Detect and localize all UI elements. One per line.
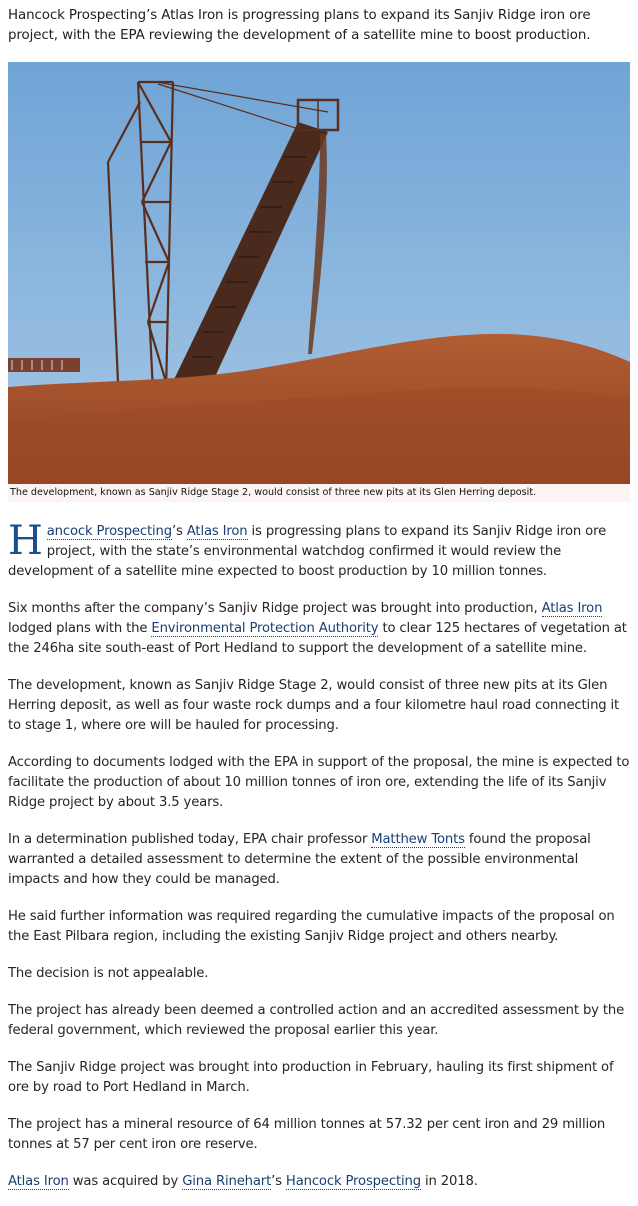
image-caption: The development, known as Sanjiv Ridge Stage 2, would consist of three new pits at its Glen Herring deposit. [8,484,630,502]
link-environmental-protection-authority[interactable]: Environmental Protection Authority [151,621,379,636]
paragraph-text: was acquired by [68,1174,183,1189]
article-body [8,518,630,1192]
article-standfirst: Hancock Prospecting’s Atlas Iron is progressing plans to expand its Sanjiv Ridge iron ore project, with the EPA reviewing the development of a satellite mine to boost production. [8,8,591,43]
paragraph-6: He said further information was required regarding the cumulative impacts of the proposal on the East Pilbara region, including the existing Sanjiv Ridge project and others nearby. [8,909,615,944]
paragraph-10: The project has a mineral resource of 64 million tonnes at 57.32 per cent iron and 29 million tonnes at 57 per cent iron ore reserve. [8,1117,606,1152]
link-atlas-iron[interactable]: Atlas Iron [186,524,248,539]
article [0,6,638,1192]
paragraph-text: to clear 125 hectares of vegetation at the 246ha site south-east of Port Hedland to support the development of a satellite mine. [8,621,627,656]
link-hancock-prospecting[interactable]: Hancock Prospecting [285,1174,421,1189]
paragraph-4: According to documents lodged with the EPA in support of the proposal, the mine is expected to facilitate the production of about 10 million tonnes of iron ore, extending the life of its Sanjiv Ridge project by about 3.5 years. [8,755,630,810]
link-hancock-prospecting[interactable]: ancock Prospecting [46,524,172,539]
paragraph-7: The decision is not appealable. [8,966,209,981]
paragraph-text: Six months after the company’s Sanjiv Ridge project was brought into production, [8,601,542,616]
paragraph-1 [8,518,630,582]
paragraph-5 [8,830,630,890]
paragraph-3: The development, known as Sanjiv Ridge Stage 2, would consist of three new pits at its Glen Herring deposit, as well as four waste rock dumps and a four kilometre haul road connecting it to stage 1, where ore will be hauled for processing. [8,678,620,733]
hero-image [8,62,630,502]
stockpile-stacker-photo [8,62,630,502]
paragraph-8: The project has already been deemed a controlled action and an accredited assessment by the federal government, which reviewed the proposal earlier this year. [8,1003,625,1038]
paragraph-text: ’s [271,1174,286,1189]
drop-cap: H [8,518,43,564]
link-gina-rinehart[interactable]: Gina Rinehart [182,1174,272,1189]
link-matthew-tonts[interactable]: Matthew Tonts [371,832,465,847]
paragraph-text: found the proposal warranted a detailed assessment to determine the extent of the possible environmental impacts and how they could be managed. [8,832,591,887]
link-atlas-iron[interactable]: Atlas Iron [541,601,603,616]
paragraph-text: ’s [171,524,187,539]
paragraph-9: The Sanjiv Ridge project was brought into production in February, hauling its first shipment of ore by road to Port Hedland in March. [8,1060,614,1095]
paragraph-11 [8,1172,630,1192]
paragraph-text: lodged plans with the [8,621,152,636]
paragraph-text: in 2018. [420,1174,478,1189]
paragraph-text: is progressing plans to expand its Sanjiv Ridge iron ore project, with the state’s environmental watchdog confirmed it would review the development of a satellite mine expected to boost production by 10 million tonnes. [8,524,607,579]
link-atlas-iron[interactable]: Atlas Iron [8,1174,69,1189]
paragraph-2 [8,599,630,659]
paragraph-text: In a determination published today, EPA chair professor [8,832,372,847]
